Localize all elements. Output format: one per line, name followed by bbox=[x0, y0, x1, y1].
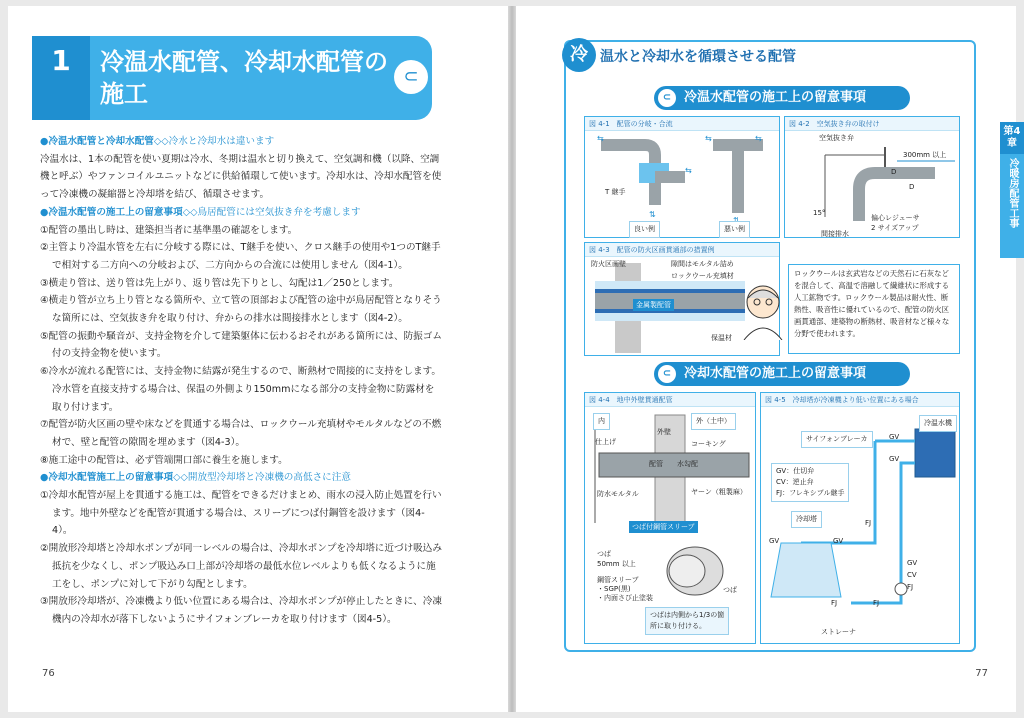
page-number-right: 77 bbox=[975, 668, 988, 679]
cooling-tower bbox=[771, 543, 841, 597]
sub-heading-text: 冷温水配管の施工上の留意事項 bbox=[684, 90, 867, 105]
flange-right-label: つば bbox=[723, 586, 737, 594]
item-7: ⑦配管が防火区画の壁や床などを貫通する場合は、ロックウール充填材やモルタルなどの不燃材で、壁と配管の隙間を埋めます（図4-3）。 bbox=[40, 419, 442, 448]
diameter-label: D bbox=[909, 183, 915, 191]
pipe-bad-tee bbox=[713, 145, 763, 213]
heading-cold-hot-precautions bbox=[40, 204, 442, 222]
figure-caption: 図 4-4 地中外壁貫通配管 bbox=[585, 393, 755, 407]
waterproof-label: 防水モルタル bbox=[597, 490, 639, 498]
outside-label: 外（土中） bbox=[691, 413, 736, 430]
steel-coating-label: ・内面さび止塗装 bbox=[597, 594, 653, 602]
chiller-label: 冷温水機 bbox=[919, 415, 957, 432]
tip-line-2: 所に取り付ける。 bbox=[650, 622, 706, 630]
rockwool-note: ロックウールは玄武岩などの天然石に石灰などを混合して、高温で溶融して繊維状に形成する人工鉱物です。ロックウール製品は耐火性、断熱性、吸音性に優れているので、配管の防火区画貫通部、建築物の断熱材、吸音材など様々な分野で使われます。 bbox=[788, 264, 960, 354]
legend-gv: GV：仕切弁 bbox=[776, 467, 815, 475]
slope-label: 水勾配 bbox=[677, 460, 698, 468]
legend-fj: FJ：フレキシブル継手 bbox=[776, 489, 845, 497]
sleeve-title: つば付鋼管スリーブ bbox=[629, 521, 698, 533]
caulking-label: コーキング bbox=[691, 440, 726, 448]
pipe-label: 配管 bbox=[649, 460, 663, 468]
page-number-left: 76 bbox=[42, 668, 55, 679]
angle-label: 15° bbox=[813, 209, 826, 217]
branch-diagram bbox=[585, 117, 781, 239]
sub-heading-cooling bbox=[654, 362, 910, 386]
tip-line-1: つばは内側から1/3の箇 bbox=[650, 611, 725, 619]
flow-arrow: ⇆ bbox=[597, 134, 604, 143]
fj-label: FJ bbox=[873, 599, 880, 607]
flow-arrow: ⇆ bbox=[705, 134, 712, 143]
item-3: ③横走り管は、送り管は先上がり、返り管は先下りとし、勾配は1／250とします。 bbox=[40, 277, 399, 289]
diameter-label: D bbox=[891, 168, 897, 176]
flange-label: つば bbox=[597, 550, 611, 558]
gap-label: 隙間はモルタル詰め bbox=[671, 260, 734, 268]
chapter-number: 第4章 bbox=[1000, 122, 1024, 154]
cooling-item-3: ③開放形冷却塔が、冷凍機より低い位置にある場合は、冷却水ポンプが停止したときに、冷凍機内の冷却水が落下しないようにサイフォンブレーカを取り付けます（図4-5）。 bbox=[40, 596, 442, 625]
legend-cv: CV：逆止弁 bbox=[776, 478, 814, 486]
item-1: ①配管の墨出し時は、建築担当者に基準墨の確認をします。 bbox=[40, 224, 298, 236]
heading-sub: ◇◇鳥居配管には空気抜き弁を考慮します bbox=[182, 206, 361, 218]
finish-label: 仕上げ bbox=[595, 438, 616, 446]
reducer-label: 偏心レジューサ bbox=[871, 214, 920, 222]
insulation-bottom bbox=[595, 313, 745, 321]
reducer-size-label: 2 サイズアップ bbox=[871, 224, 919, 232]
heading-text: ●冷温水配管と冷却水配管 bbox=[40, 136, 154, 147]
item-4: ④横走り管が立ち上り管となる箇所や、立て管の頂部および配管の途中が鳥居配管となりそうな箇所には、空気抜き弁を取り付け、弁からの排水は間接排水とします（図4-2）。 bbox=[40, 295, 442, 325]
gv-label: GV bbox=[833, 537, 844, 545]
steel-sgp-label: ・SGP(黒) bbox=[597, 585, 631, 593]
drain-label: 間接排水 bbox=[821, 230, 849, 238]
gv-label: GV bbox=[889, 455, 900, 463]
flow-arrow: ⇅ bbox=[649, 210, 656, 219]
chapter-title: 冷暖房配管工事 bbox=[1007, 158, 1018, 228]
dimension-label: 300mm 以上 bbox=[903, 151, 947, 159]
cv-label: CV bbox=[907, 571, 917, 579]
gv-label: GV bbox=[907, 559, 918, 567]
pipe-icon: ⊂ bbox=[658, 89, 676, 107]
cooling-item-2: ②開放形冷却塔と冷却水ポンプが同一レベルの場合は、冷却水ポンプを冷却塔に近づけ吸込み抵抗を少なくし、ポンプ吸込み口上部が冷却塔の最低水位レベルよりも低くなるように施工をし、ポンプに対して下がり勾配とします。 bbox=[40, 543, 442, 590]
figure-caption: 図 4-2 空気抜き弁の取付け bbox=[785, 117, 959, 131]
outer-wall-label: 外壁 bbox=[657, 428, 671, 436]
fire-wall-label: 防火区画壁 bbox=[591, 260, 626, 268]
heading-cooling-water-precautions bbox=[40, 469, 442, 487]
gv-label: GV bbox=[769, 537, 780, 545]
section-number: 1 bbox=[32, 36, 90, 120]
pipe-through bbox=[599, 453, 749, 477]
sub-heading-text: 冷却水配管の施工上の留意事項 bbox=[684, 366, 867, 381]
item-6: ⑥冷水が流れる配管には、支持金物に結露が発生するので、断熱材で間接的に支持をします。冷水管を直接支持する場合は、保温の外側より150mmになる部分の支持金物に防露材を取り付けます。 bbox=[40, 366, 441, 413]
pipe-icon: ⊂ bbox=[394, 60, 428, 94]
metal-pipe-label: 金属製配管 bbox=[633, 299, 674, 311]
section-banner bbox=[32, 36, 432, 120]
insulation-label: 保温材 bbox=[711, 334, 732, 342]
pump-symbol bbox=[895, 583, 907, 595]
fj-label: FJ bbox=[907, 583, 914, 591]
siphon-breaker-label: サイフォンブレーカ bbox=[801, 431, 873, 448]
sleeve-body bbox=[669, 555, 705, 587]
pump-line bbox=[851, 463, 918, 603]
figure-4-1 bbox=[584, 116, 780, 238]
figure-caption: 図 4-1 配管の分岐・合流 bbox=[585, 117, 779, 131]
figure-4-4 bbox=[584, 392, 756, 644]
cooling-tower-label: 冷却塔 bbox=[791, 511, 822, 528]
flow-arrow: ⇆ bbox=[755, 134, 762, 143]
left-body-text bbox=[40, 133, 442, 629]
strainer-label: ストレーナ bbox=[821, 628, 856, 636]
fj-label: FJ bbox=[865, 519, 872, 527]
good-example-label: 良い例 bbox=[629, 221, 660, 238]
figure-4-2 bbox=[784, 116, 960, 238]
cooling-item-1: ①冷却水配管が屋上を貫通する施工は、配管をできるだけまとめ、雨水の浸入防止処置を行います。地中外壁などを配管が貫通する場合は、スリーブにつば付鋼管を設けます（図4-4）。 bbox=[40, 490, 442, 537]
flange-tip bbox=[645, 607, 729, 635]
figure-caption: 図 4-3 配管の防火区画貫通部の措置例 bbox=[585, 243, 779, 257]
steel-sleeve-label: 鋼管スリーブ bbox=[597, 576, 639, 584]
chapter-side-tab bbox=[1000, 122, 1024, 258]
item-5: ⑤配管の振動や騒音が、支持金物を介して建築躯体に伝わるおそれがある箇所には、防振ゴム付の支持金物を使います。 bbox=[40, 330, 442, 360]
rockwool-label: ロックウール充填材 bbox=[671, 272, 734, 280]
sub-heading-cold-hot bbox=[654, 86, 910, 110]
heading-text: ●冷却水配管施工上の留意事項 bbox=[40, 472, 174, 484]
engineer-character bbox=[740, 280, 786, 340]
figure-caption: 図 4-5 冷却塔が冷凍機より低い位置にある場合 bbox=[761, 393, 959, 407]
right-main-heading: 温水と冷却水を循環させる配管 bbox=[600, 49, 796, 65]
insulation-top bbox=[595, 281, 745, 289]
figure-4-5 bbox=[760, 392, 960, 644]
yarn-label: ヤーン（粗製麻） bbox=[691, 488, 747, 496]
heading-cold-hot-water bbox=[40, 133, 442, 151]
item-8: ⑧施工途中の配管は、必ず管端開口部に養生を施します。 bbox=[40, 454, 288, 466]
chiller-unit bbox=[915, 429, 955, 477]
bad-example-label: 悪い例 bbox=[719, 221, 750, 238]
inside-label: 内 bbox=[593, 413, 610, 430]
fj-label: FJ bbox=[831, 599, 838, 607]
item-2: ②主管より冷温水管を左右に分岐する際には、T継手を使い、クロス継手の使用や1つのT継手で相対する二方向への分岐および、二方向からの合流には使用しません（図4-1）。 bbox=[40, 242, 441, 271]
tee-label: T 継手 bbox=[605, 188, 626, 196]
flange-length-label: 50mm 以上 bbox=[597, 560, 636, 568]
heading-sub: ◇◇開放型冷却塔と冷凍機の高低さに注意 bbox=[173, 472, 351, 484]
flow-arrow: ⇆ bbox=[685, 166, 692, 175]
heading-sub: ◇◇冷水と冷却水は違います bbox=[153, 136, 275, 147]
section-title: 冷温水配管、冷却水配管の施工 bbox=[100, 48, 388, 108]
air-vent-label: 空気抜き弁 bbox=[819, 134, 854, 142]
engineer-illustration bbox=[740, 280, 786, 340]
paragraph-1: 冷温水は、1本の配管を使い夏期は冷水、冬期は温水と切り換えて、空気調和機（以降、空調機と呼ぶ）やファンコイルユニットなどに供給循環して使います。冷却水は、冷却水配管を使って冷凍機の凝縮器と冷却塔を結び、循環させます。 bbox=[40, 153, 442, 201]
gv-label: GV bbox=[889, 433, 900, 441]
heading-text: ●冷温水配管の施工上の留意事項 bbox=[40, 206, 183, 218]
pipe-icon: ⊂ bbox=[658, 365, 676, 383]
heading-bubble: 冷 bbox=[562, 38, 596, 72]
valve-legend bbox=[771, 463, 849, 502]
book-gutter bbox=[508, 6, 516, 712]
